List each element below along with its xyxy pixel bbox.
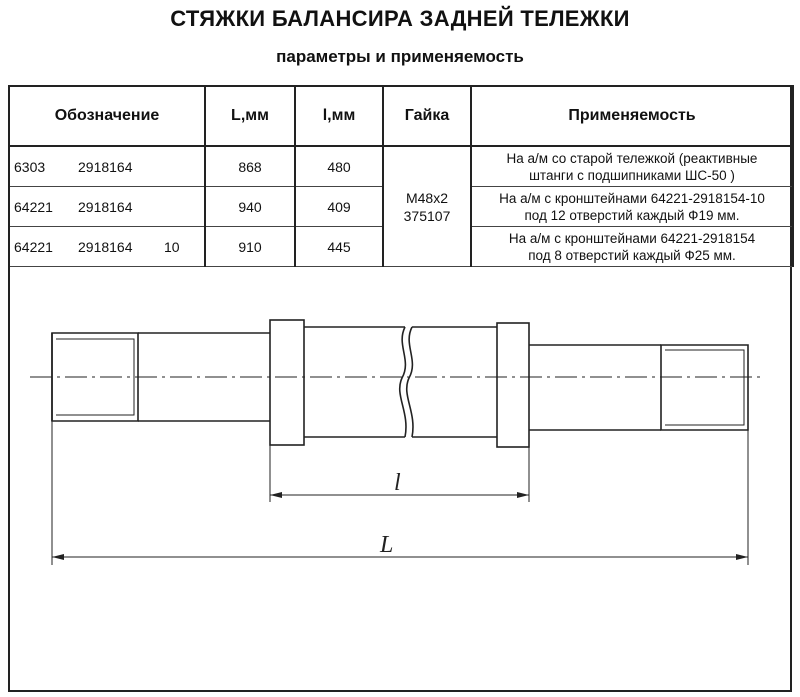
- length-L-cell: 868: [205, 146, 295, 187]
- shaft-middle-left: [304, 327, 405, 437]
- break-line-left: [400, 327, 406, 437]
- application-line-2: под 8 отверстий каждый Ф25 мм.: [528, 247, 736, 263]
- right-thread-section: [661, 345, 748, 430]
- nut-part-number: 375107: [403, 207, 451, 224]
- header-length-l: l,мм: [295, 86, 383, 146]
- length-L-cell: 910: [205, 227, 295, 267]
- application-line-2: под 12 отверстий каждый Ф19 мм.: [524, 207, 740, 223]
- right-collar: [497, 323, 529, 447]
- designation-prefix: 6303: [14, 158, 46, 175]
- length-l-cell: 409: [295, 187, 383, 227]
- header-nut: Гайка: [383, 86, 471, 146]
- length-l-cell: 480: [295, 146, 383, 187]
- right-thread-inner: [665, 350, 744, 425]
- left-collar: [270, 320, 304, 445]
- dim-L-label: L: [380, 532, 394, 558]
- dim-l-label: l: [394, 470, 401, 496]
- designation-code: 2918164: [78, 238, 133, 255]
- header-application: Применяемость: [471, 86, 793, 146]
- break-line-right: [407, 327, 413, 437]
- page-title: СТЯЖКИ БАЛАНСИРА ЗАДНЕЙ ТЕЛЕЖКИ: [170, 6, 630, 31]
- length-L-cell: 940: [205, 187, 295, 227]
- application-line-1: На а/м с кронштейнами 64221-2918154: [508, 230, 756, 246]
- designation-prefix: 64221: [14, 238, 53, 255]
- length-l-cell: 445: [295, 227, 383, 267]
- shaft-body-right: [529, 345, 661, 430]
- header-length-L: L,мм: [205, 86, 295, 146]
- nut-thread: М48х2: [405, 189, 449, 206]
- application-line-1: На а/м со старой тележкой (реактивные: [506, 150, 758, 166]
- designation-prefix: 64221: [14, 198, 53, 215]
- page-subtitle: параметры и применяемость: [276, 47, 524, 66]
- shaft-middle-right: [412, 327, 497, 437]
- designation-code: 2918164: [78, 198, 133, 215]
- designation-suffix: 10: [164, 238, 180, 255]
- application-line-2: штанги с подшипниками ШС-50 ): [529, 167, 735, 183]
- designation-code: 2918164: [78, 158, 133, 175]
- application-line-1: На а/м с кронштейнами 64221-2918154-10: [499, 190, 765, 206]
- header-designation: Обозначение: [9, 86, 205, 146]
